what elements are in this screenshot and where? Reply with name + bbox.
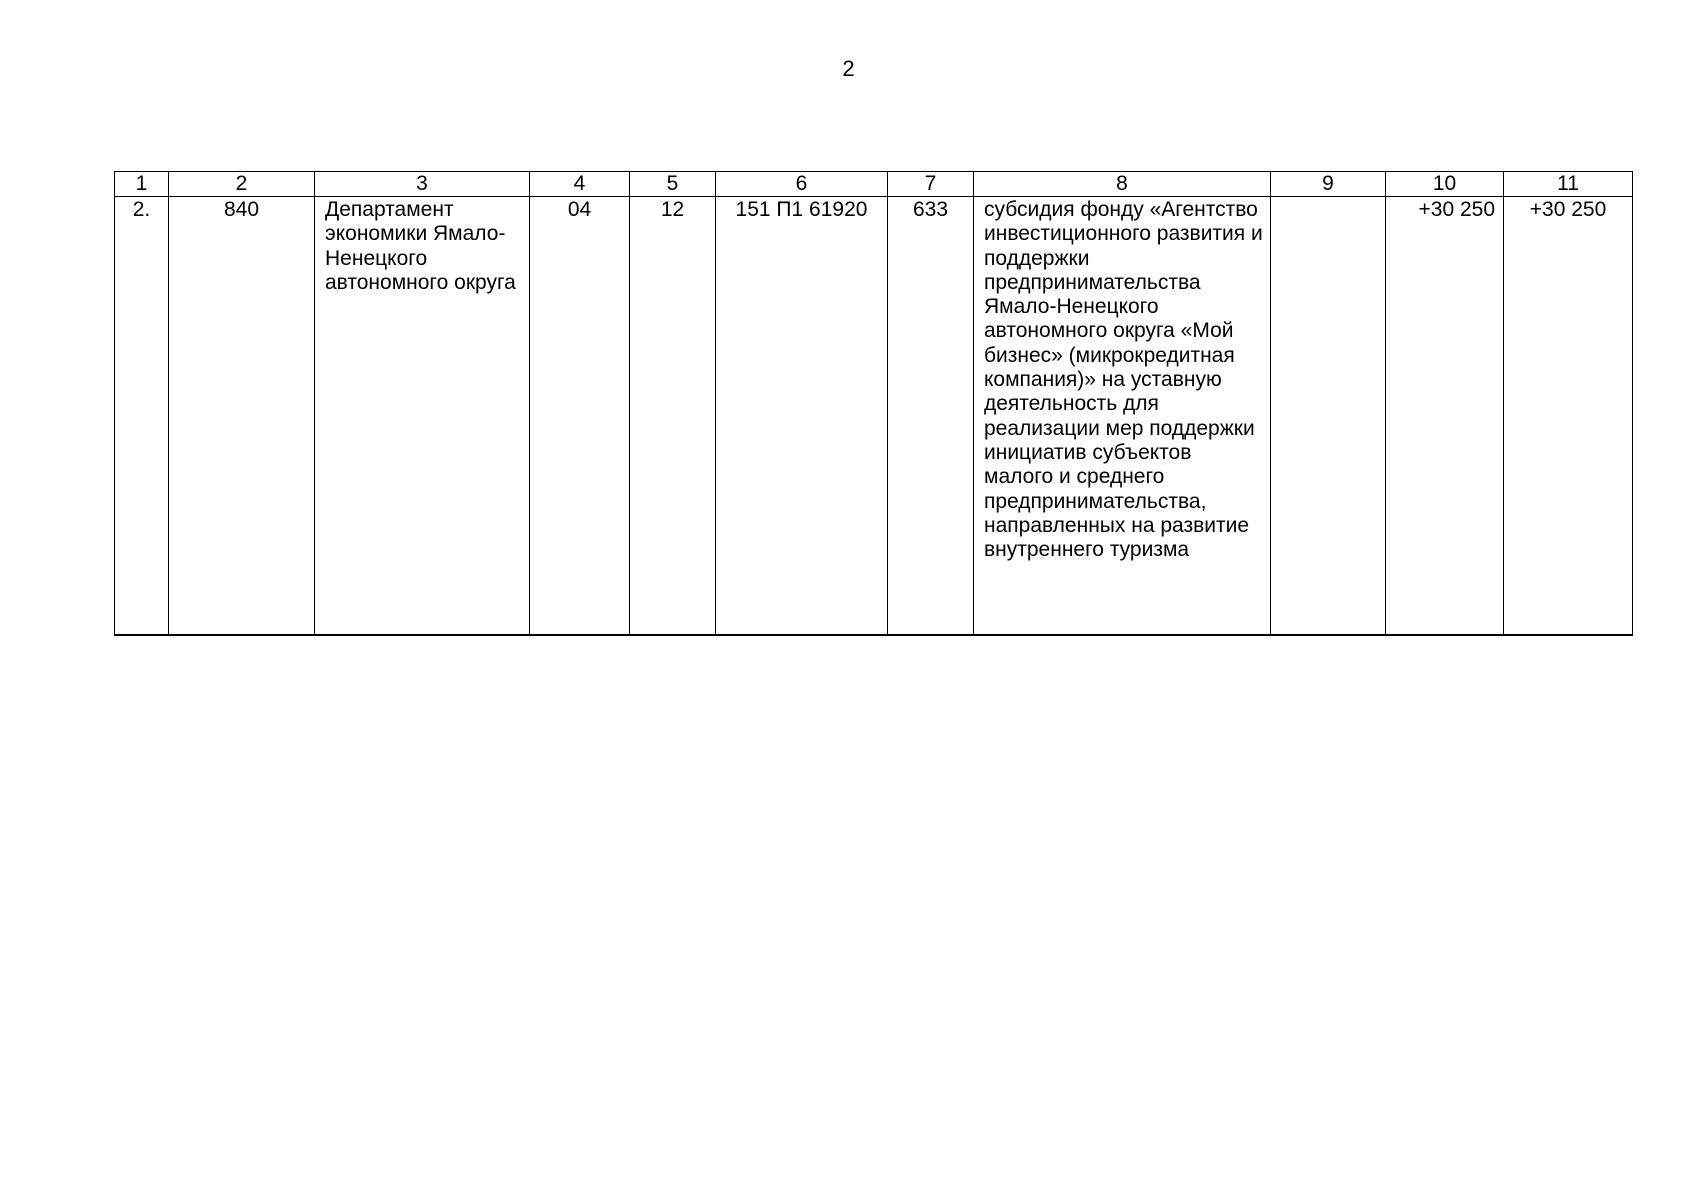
page-number: 2 — [842, 56, 855, 81]
amount-cell-10: +30 250 — [1386, 197, 1504, 636]
target-article-cell: 151 П1 61920 — [716, 197, 888, 636]
column-header-3: 3 — [315, 172, 530, 197]
budget-table — [114, 171, 1633, 636]
row-number-cell: 2. — [115, 197, 169, 636]
column-header-7: 7 — [888, 172, 974, 197]
column-header-2: 2 — [169, 172, 315, 197]
ministry-code-cell: 840 — [169, 197, 315, 636]
column-header-1: 1 — [115, 172, 169, 197]
description-cell: субсидия фонду «Агентство инвестиционного развития и поддержки предпринимательства Ямало-Ненецкого автономного округа «Мой бизнес» (микрокредитная компания)» на уставную деятельность для реализации мер поддержки инициатив субъектов малого и среднего предпринимательства, направленных на развитие внутреннего туризма — [974, 197, 1271, 636]
column-header-4: 4 — [530, 172, 630, 197]
amount-cell-11: +30 250 — [1504, 197, 1633, 636]
column-header-11: 11 — [1504, 172, 1633, 197]
column-header-10: 10 — [1386, 172, 1504, 197]
expense-type-cell: 633 — [888, 197, 974, 636]
column-header-6: 6 — [716, 172, 888, 197]
column-header-9: 9 — [1271, 172, 1386, 197]
table-row — [115, 197, 1633, 636]
section-cell: 04 — [530, 197, 630, 636]
department-name-cell: Департамент экономики Ямало-Ненецкого автономного округа — [315, 197, 530, 636]
subsection-cell: 12 — [630, 197, 716, 636]
column-header-5: 5 — [630, 172, 716, 197]
header-row — [115, 172, 1633, 197]
column-9-cell — [1271, 197, 1386, 636]
column-header-8: 8 — [974, 172, 1271, 197]
